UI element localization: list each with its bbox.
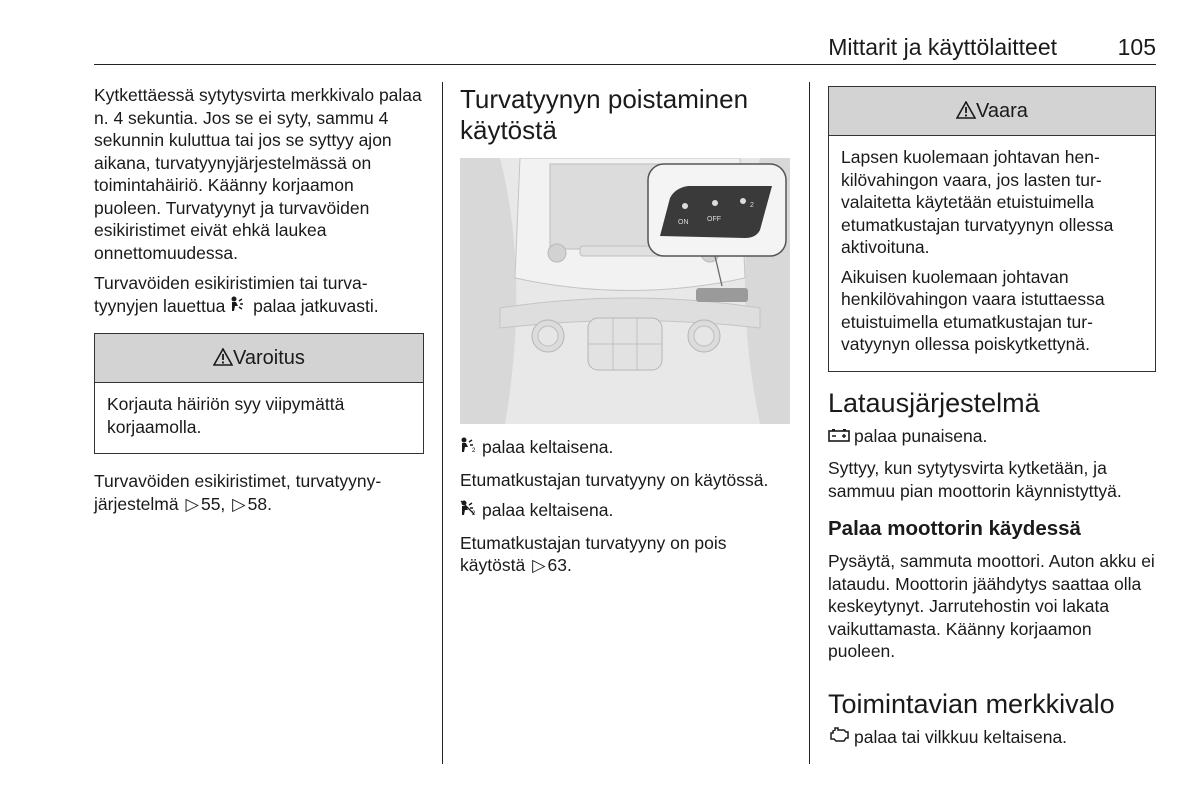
page-number: 105 xyxy=(1117,34,1156,60)
charging-indicator-line: palaa punaisena. xyxy=(828,425,1156,450)
panel-label-2: 2 xyxy=(750,202,754,209)
warning-triangle-icon xyxy=(213,334,233,382)
airbag-deployed-paragraph: Turvavöiden esikiristimien tai turvatyynyjen lauettua palaa jatkuvasti. xyxy=(94,272,424,319)
column-1 xyxy=(94,84,424,523)
engine-running-paragraph: Pysäytä, sammuta moottori. Auton akku ei lataudu. Moottorin jäähdytys saattaa olla keskeytynyt. Jarrutehostin voi lakata vaikuttamasta. Käänny korjaamon puoleen. xyxy=(828,551,1155,661)
references-paragraph: Turvavöiden esikiristimet, turvatyynyjärjestelmä ▷ 55, ▷ 58. xyxy=(94,471,382,514)
airbag-indicator-paragraph: Kytkettäessä sytytysvirta merkkivalo palaa n. 4 sekuntia. Jos se ei syty, sammu 4 sekunnin kuluttua tai jos se syttyy ajon aikana, turvatyynyjärjestelmässä on toimintahäiriö. Käänny korjaamon puoleen. Turvatyynyt ja turvavöiden esikiristimet eivät ehkä laukea onnettomuudessa. xyxy=(94,85,422,263)
danger-paragraph-2: Aikuisen kuolemaan johtavan henkilövahingon vaara istuttaessa etuistuimella etumatkustajan turvatyynyn ollessa poiskytkettynä. xyxy=(841,266,1105,354)
warning-box-header: Varoitus xyxy=(95,334,423,383)
page-reference-link[interactable]: 63. xyxy=(547,555,572,575)
airbag-off-paragraph: Etumatkustajan turvatyyny on pois käytöstä ▷ 63. xyxy=(460,532,727,575)
passenger-airbag-off-icon xyxy=(460,500,478,524)
danger-box-header: Vaara xyxy=(829,87,1155,136)
column-2 xyxy=(460,84,790,585)
airbag-on-paragraph: Etumatkustajan turvatyyny on käytössä. xyxy=(460,469,769,490)
passenger-airbag-on-icon xyxy=(460,437,478,461)
section-title: Turvatyynyn poistaminen käytöstä xyxy=(460,84,749,145)
panel-label-off: OFF xyxy=(707,216,721,223)
running-header-title: Mittarit ja käyttölaitteet xyxy=(828,34,1057,60)
airbag-warning-icon xyxy=(230,296,244,320)
airbag-on-line: 2 palaa keltaisena. xyxy=(460,436,790,461)
page-reference-link[interactable]: 58. xyxy=(247,493,272,514)
warning-triangle-icon xyxy=(956,87,976,135)
danger-paragraph-1: Lapsen kuolemaan johtavan henkilövahingon vaara, jos lasten turvalaitetta käytetään etuistuimella etumatkustajan turvatyynyn ollessa aktivoituna. xyxy=(841,147,1114,257)
page-reference-icon: ▷ xyxy=(232,493,246,514)
svg-text:2: 2 xyxy=(472,511,476,516)
header-rule xyxy=(94,64,1156,65)
column-divider-1 xyxy=(442,82,443,764)
column-divider-2 xyxy=(809,82,810,764)
engine-icon xyxy=(828,727,850,751)
page-reference-icon: ▷ xyxy=(185,493,199,514)
warning-box-body: Korjauta häiriön syy viipymättä korjaamolla. xyxy=(107,394,345,437)
svg-text:2: 2 xyxy=(472,448,476,453)
danger-box xyxy=(828,86,1156,372)
battery-icon xyxy=(828,427,850,450)
charging-system-title: Latausjärjestelmä xyxy=(828,387,1040,418)
page-reference-link[interactable]: 55, xyxy=(200,493,226,514)
dashboard-illustration xyxy=(460,158,790,424)
malfunction-indicator-line: palaa tai vilkkuu keltaisena. xyxy=(828,726,1156,751)
airbag-off-line: 2 palaa keltaisena. xyxy=(460,499,790,524)
column-3 xyxy=(828,84,1156,758)
danger-box-body xyxy=(829,136,1155,371)
panel-label-on: ON xyxy=(678,219,689,226)
warning-box xyxy=(94,333,424,454)
engine-running-title: Palaa moottorin käydessä xyxy=(828,517,1081,540)
charging-paragraph: Syttyy, kun sytytysvirta kytketään, ja sammuu pian moottorin käynnistyttyä. xyxy=(828,458,1122,501)
malfunction-indicator-title: Toimintavian merkkivalo xyxy=(828,688,1115,719)
page-reference-icon: ▷ xyxy=(532,555,546,575)
